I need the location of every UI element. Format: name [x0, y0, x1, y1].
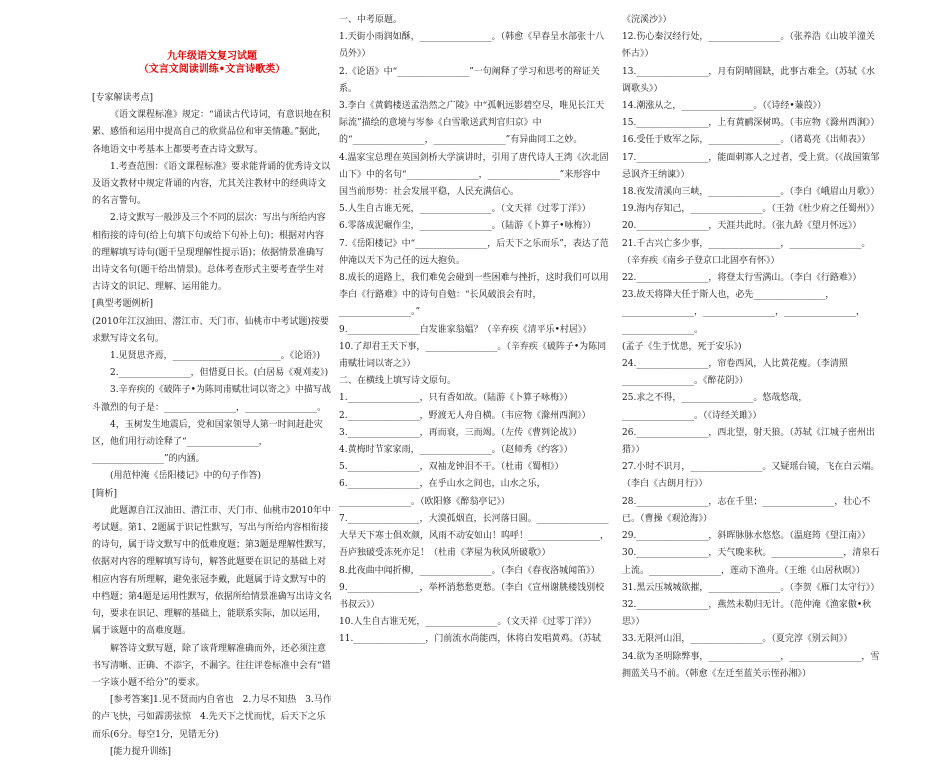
- question-item: 5.人生自古谁无死，________________。（文天祥《过零丁洋》）: [339, 204, 591, 215]
- title-line-1: 九年级语文复习试题: [167, 51, 257, 62]
- question-item: 29.________________，斜晖脉脉水悠悠。（温庭筠《望江南》）: [622, 531, 871, 542]
- question-item: 13.________________，月有阴晴圆缺，此事古难全。（苏轼《水调歌头》）: [622, 66, 875, 94]
- question-item: 1.________________，只有香如故。（陆游《卜算子咏梅》）: [339, 393, 573, 404]
- question-item: 23.故天将降大任于斯人也，必先________________，________________，________________，________________，________________。: [622, 290, 866, 335]
- paragraph: 《语文课程标准》规定：“诵读古代诗词，有意识地在积累、感悟和运用中提高自己的欣赏品位和审美情趣。”据此，各地语文中考基本上都要考查古诗文默写。: [92, 110, 331, 155]
- question-item: 8.成长的道路上，我们难免会碰到一些困难与挫折，这时我们可以用李白《行路难》中的诗句自勉：“长风破浪会有时，________________。”: [339, 273, 609, 318]
- question-item: (孟子《生于忧患，死于安乐》): [622, 341, 742, 352]
- paragraph: 此题源自江汉油田、潜江市、天门市、仙桃市2010年中考试题。第1、2题属于识记性默写，写出与所给内容相衔接的诗句，属于诗文默写中的低难度题；第3题是理解性默写，依据对内容的理解填写诗句，解答此题要在识记的基础上对相应内容有所理解，避免张冠李戴，此题属于诗文默写中的中档题；第4题是运用性默写，依据所给情景准确写出诗文名句，要求在识记、理解的基础上，能联系实际，加以运用，属于该题中的高难度题。: [92, 505, 332, 637]
- paragraph: 2.诗文默写一般涉及三个不同的层次：写出与所给内容相衔接的诗句(给上句填下句或给下句补上句)；根据对内容的理解填写诗句(题干呈现理解性提示语)；依据情景准确写出诗文名句(题干给出情景)。总体考查形式主要考查学生对古诗文的识记、理解、运用能力。: [92, 213, 326, 293]
- question-item: 11.________________，门前流水尚能西，休将白发唱黄鸡。（苏轼: [339, 634, 601, 645]
- section-heading: [典型考题例析]: [92, 299, 154, 310]
- question-item: 19.海内存知己，________________。（王勃《杜少府之任蜀州》）: [622, 204, 880, 215]
- answer-key: [参考答案]1.见不贤而内自省也 2.力尽不知热 3.马作的卢飞快，弓如霹雳弦惊 4.先天下之忧而忧，后天下之乐而乐(6分。每空1分，见错无分): [92, 695, 332, 740]
- question-item: 10.人生自古谁无死，________________。（文天祥《过零丁洋》）: [339, 617, 597, 628]
- question-item: 15.________________，上有黄鹂深树鸣。（韦应物《滁州西涧》）: [622, 118, 880, 129]
- question-item: 31.黑云压城城欲摧，________________。（李贺《雁门太守行》）: [622, 582, 880, 593]
- section-heading: [专家解读考点]: [92, 93, 154, 103]
- column-right: [622, 12, 880, 683]
- question-item: 2.《论语》中“________________”一句阐释了学习和思考的辩证关系。: [339, 66, 600, 94]
- question-item: 1.天街小雨润如酥，________________。（韩愈《早春呈水部张十八员外》）: [339, 32, 605, 60]
- question-item: 14.潮涨从之，________________。（《诗经•蒹葭》）: [622, 101, 827, 112]
- question-item: 《浣溪沙》）: [622, 15, 672, 25]
- question-item: 10.了却君王天下事，________________。（辛弃疾《破阵子•为陈同甫赋壮词以寄之》）: [339, 341, 607, 370]
- question-item: 5.________________，双袖龙钟泪不干。（杜甫《蜀相》）: [339, 462, 564, 473]
- question-item: 7.《岳阳楼记》中“________________，后天下之乐而乐”，表达了范仲淹以天下为己任的远大抱负。: [339, 238, 609, 266]
- question-item: 4.黄梅时节家家雨，________________。（赵师秀《约客》）: [339, 445, 573, 456]
- title-line-2: （文言文阅读训练•文言诗歌类）: [138, 64, 286, 75]
- question-item: 2.________________，但惜夏日长。(白居易《观刈麦》): [110, 368, 329, 379]
- question-item: 20.________________，天涯共此时。（张九龄《望月怀远》）: [622, 221, 862, 232]
- section-heading: 二、在横线上填写诗文原句。: [339, 376, 457, 387]
- question-item: 18.夜发清溪向三峡，________________。（李白《峨眉山月歌》）: [622, 187, 880, 198]
- question-item: 24.________________，帘卷西风，人比黄花瘦。（李清照: [622, 359, 848, 370]
- column-middle: [339, 12, 609, 649]
- question-item: 6.零落成泥碾作尘，________________。（陆游《卜算子•咏梅》）: [339, 221, 596, 232]
- paragraph: 1.考查范围：《语文课程标准》要求能背诵的优秀诗文以及语文教材中规定背诵的内容，尤其关注教材中的经典诗文的名言警句。: [92, 161, 331, 207]
- question-item: 34.欲为圣明除弊事，________________，________________，雪拥蓝关马不前。（韩愈《左迁至蓝关示侄孙湘》）: [622, 651, 880, 679]
- document-title: [92, 50, 332, 76]
- question-item: 33.无限河山泪，________________。（夏完淳《别云间》）: [622, 634, 853, 645]
- section-heading: [能力提升训练]: [110, 746, 172, 757]
- question-item: 2.________________，野渡无人舟自横。（韦应物《滁州西涧》）: [339, 410, 591, 421]
- paragraph: (用范仲淹《岳阳楼记》中的句子作答): [110, 471, 262, 482]
- question-item: 25.求之不得，________________。悠哉悠哉，________________。（《诗经关雎》）: [622, 393, 808, 421]
- question-item: 8.此夜曲中闻折柳，________________。（李白《春夜洛城闻笛》）: [339, 565, 600, 576]
- section-heading: 一、中考原题。: [339, 15, 403, 25]
- question-item: 22.________________，将登太行雪满山。（李白《行路难》）: [622, 273, 862, 284]
- question-item: 28.________________，志在千里；________________，壮心不已。（曹操《观沧海》）: [622, 496, 871, 524]
- question-item: 12.伤心秦汉经行处，________________。（张养浩《山坡羊潼关怀古》）: [622, 32, 875, 60]
- question-item: 3.________________，再而衰，三而竭。（左传《曹刿论战》）: [339, 427, 582, 438]
- question-item: 21.千古兴亡多少事，________________，________________。（辛弃疾《南乡子登京口北固亭有怀》）: [622, 238, 871, 266]
- question-item: 1.见贤思齐焉，________________________。《论语》): [110, 351, 321, 362]
- question-item: 9.________________白发谁家翁媪？（辛弃疾《清平乐•村居》）: [339, 324, 592, 335]
- question-item: 6.________________，在乎山水之间也，山水之乐，________________。（欧阳修《醉翁亭记》）: [339, 479, 546, 507]
- paragraph: 解答诗文默写题，除了该背理解准确而外，还必须注意书写清晰、正确、不添字，不漏字。往往评卷标准中会有“错一字该小题不给分”的要求。: [92, 643, 331, 688]
- paragraph: (2010年江汉油田、潜江市、天门市、仙桃市中考试题)按要求默写诗文名句。: [92, 316, 329, 344]
- question-item: ________________。《醉花阴》）: [622, 376, 749, 387]
- question-item: 9.________________，举杯消愁愁更愁。（李白《宣州谢朓楼饯别校书叔云》）: [339, 582, 605, 610]
- question-item: 7.________________，大漠孤烟直，长河落日圆。________________大旱天下寒士俱欢颜，风雨不动安如山！呜呼！________________，吾庐独破受冻死亦足！（杜甫《茅屋为秋风所破歌》）: [339, 513, 610, 559]
- question-item: 32.________________，燕然未勒归无计。（范仲淹《渔家傲•秋思》）: [622, 599, 872, 628]
- question-item: 16.受任于败军之际，________________。（诸葛亮《出师表》）: [622, 135, 871, 146]
- question-item: 26.________________，西北望，射天狼。（苏轼《江城子密州出猎》）: [622, 427, 875, 456]
- question-item: 17.________________，能面刺寡人之过者，受上赏。（《战国策邹忌讽齐王纳谏》）: [622, 152, 880, 180]
- question-item: 3.辛弃疾的《破阵子•为陈同甫赋壮词以寄之》中描写战斗激烈的句子是：________________，________________。: [92, 385, 331, 413]
- question-item: 3.李白《黄鹤楼送孟浩然之广陵》中“孤帆远影碧空尽，唯见长江天际流”描绘的意境与岑参《白雪歌送武判官归京》中的“________________，________________”有异曲同工之妙。: [339, 101, 605, 146]
- section-heading: [简析]: [92, 488, 118, 499]
- question-item: 4.温家宝总理在英国剑桥大学演讲时，引用了唐代诗人王湾《次北固山下》中的名句“________________，________________”来形容中国当前形势：社会发展平稳，人民充满信心。: [339, 152, 609, 198]
- question-item: 27.小时不识月，________________。又疑瑶台镜，飞在白云端。（李白《古朗月行》）: [622, 462, 880, 490]
- question-item: 30.________________，天气晚来秋。________________，清泉石上流。________________，莲动下渔舟。（王维《山居秋暝》）: [622, 548, 880, 576]
- question-item: 4，玉树发生地震后，党和国家领导人第一时间赶赴灾区，他们用行动诠释了“________________，________________”的内涵。: [92, 419, 323, 465]
